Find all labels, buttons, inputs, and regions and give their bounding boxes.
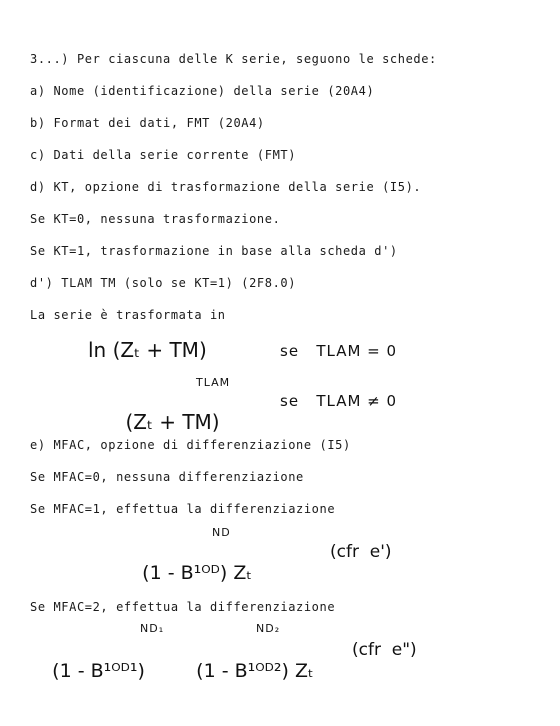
mfac-zero-line: Se MFAC=0, nessuna differenziazione: [30, 470, 304, 484]
formula-double-difference-a: [28, 622, 165, 726]
formula-double-difference-b-body: (1 - B¹ᴼᴰ²) Zₜ: [196, 660, 314, 682]
formula-power-base: (Zₜ + TM): [125, 410, 220, 434]
item-b: b) Format dei dati, FMT (20A4): [30, 116, 265, 130]
section-heading: 3...) Per ciascuna delle K serie, seguono le schede:: [30, 52, 437, 66]
formula-log-transform: ln (Zₜ + TM): [88, 338, 207, 362]
mfac-one-line: Se MFAC=1, effettua la differenziazione: [30, 502, 336, 516]
item-a: a) Nome (identificazione) della serie (20A4): [30, 84, 375, 98]
formula-double-difference-b-exponent: ND₂: [256, 622, 281, 635]
item-e: e) MFAC, opzione di differenziazione (I5): [30, 438, 351, 452]
transform-intro: La serie è trasformata in: [30, 308, 226, 322]
formula-single-difference-exponent: ND: [212, 526, 231, 539]
item-c: c) Dati della serie corrente (FMT): [30, 148, 297, 162]
formula-double-difference-note: (cfr e"): [352, 640, 417, 660]
formula-single-difference: [118, 526, 252, 628]
formula-double-difference-a-body: (1 - B¹ᴼᴰ¹): [52, 660, 145, 682]
formula-power-condition: se TLAM ≠ 0: [280, 392, 398, 410]
formula-single-difference-note: (cfr e'): [330, 542, 392, 562]
formula-single-difference-body: (1 - B¹ᴼᴰ) Zₜ: [142, 562, 252, 584]
item-d: d) KT, opzione di trasformazione della serie (I5).: [30, 180, 422, 194]
formula-double-difference-a-exponent: ND₁: [140, 622, 165, 635]
kt-zero-line: Se KT=0, nessuna trasformazione.: [30, 212, 281, 226]
formula-power-transform: [100, 376, 231, 482]
formula-log-condition: se TLAM = 0: [280, 342, 398, 360]
mfac-two-line: Se MFAC=2, effettua la differenziazione: [30, 600, 336, 614]
kt-one-line: Se KT=1, trasformazione in base alla scheda d'): [30, 244, 398, 258]
formula-power-exponent: TLAM: [196, 376, 231, 389]
formula-double-difference-b: [172, 622, 314, 726]
item-d-prime: d') TLAM TM (solo se KT=1) (2F8.0): [30, 276, 297, 290]
